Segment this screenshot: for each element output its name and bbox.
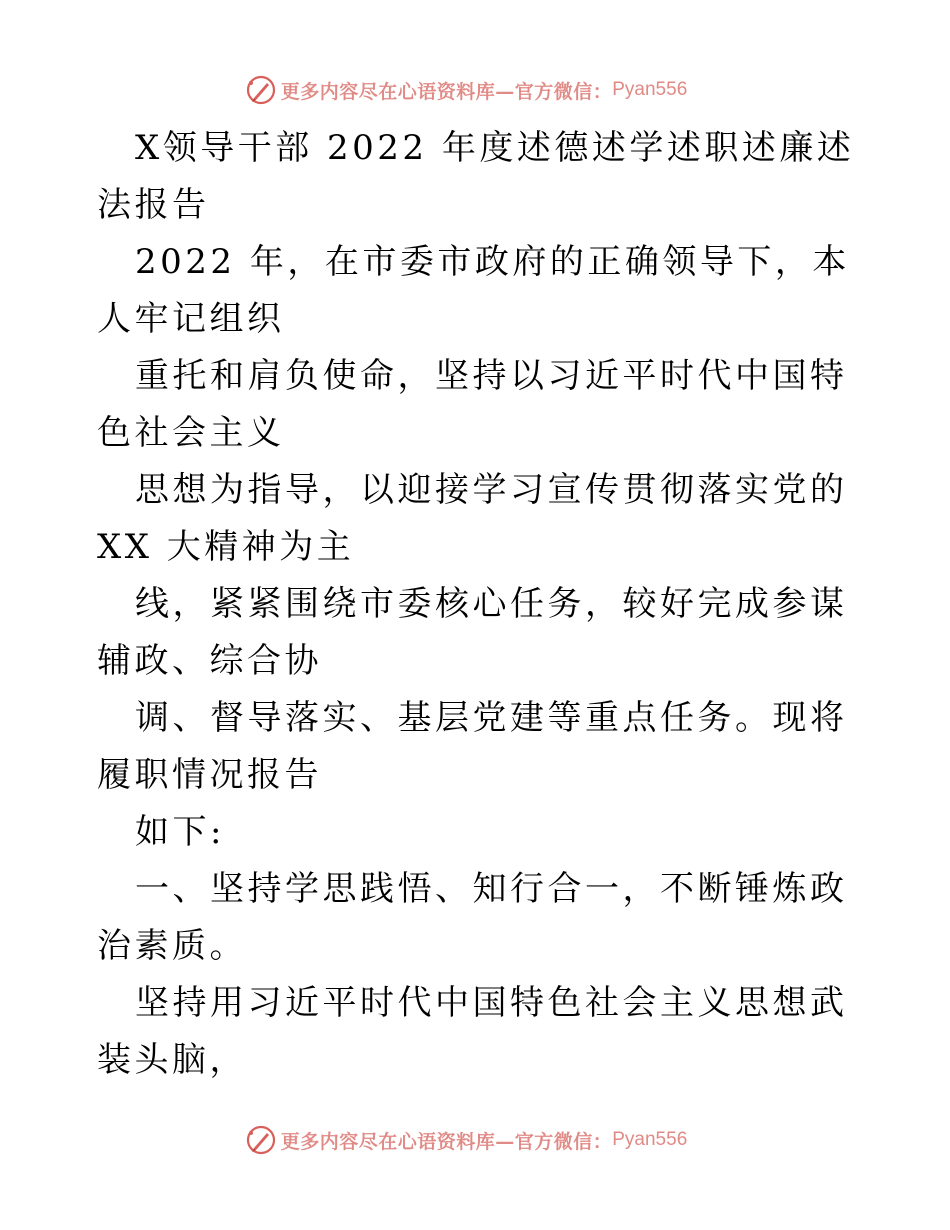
paragraph-line: 2022 年，在市委市政府的正确领导下，本人牢记组织 (97, 242, 850, 339)
watermark-handle: Pyan556 (612, 79, 688, 100)
paragraph-line: 思想为指导，以迎接学习宣传贯彻落实党的 XX 大精神为主 (97, 470, 848, 567)
paragraph-line: 如下: (135, 812, 225, 852)
paragraph-line: 重托和肩负使命，坚持以习近平时代中国特色社会主义 (97, 356, 848, 453)
quill-pen-circle-icon (245, 74, 277, 106)
section-heading: 一、坚持学思践悟、知行合一，不断锤炼政治素质。 (97, 869, 848, 966)
watermark-text: 更多内容尽在心语资料库—官方微信： (280, 1130, 613, 1153)
paragraph-line: 调、督导落实、基层党建等重点任务。现将履职情况报告 (97, 698, 848, 795)
footer-watermark (0, 1120, 950, 1160)
document-title: X领导干部 2022 年度述德述学述职述廉述法报告 (97, 128, 855, 225)
document-body (97, 120, 857, 1089)
header-watermark (0, 70, 950, 110)
paragraph-line: 坚持用习近平时代中国特色社会主义思想武装头脑， (97, 983, 848, 1080)
quill-pen-circle-icon (245, 1124, 277, 1156)
paragraph-line: 线，紧紧围绕市委核心任务，较好完成参谋辅政、综合协 (97, 584, 848, 681)
watermark-handle: Pyan556 (612, 1129, 688, 1150)
watermark-text: 更多内容尽在心语资料库—官方微信： (280, 80, 613, 103)
